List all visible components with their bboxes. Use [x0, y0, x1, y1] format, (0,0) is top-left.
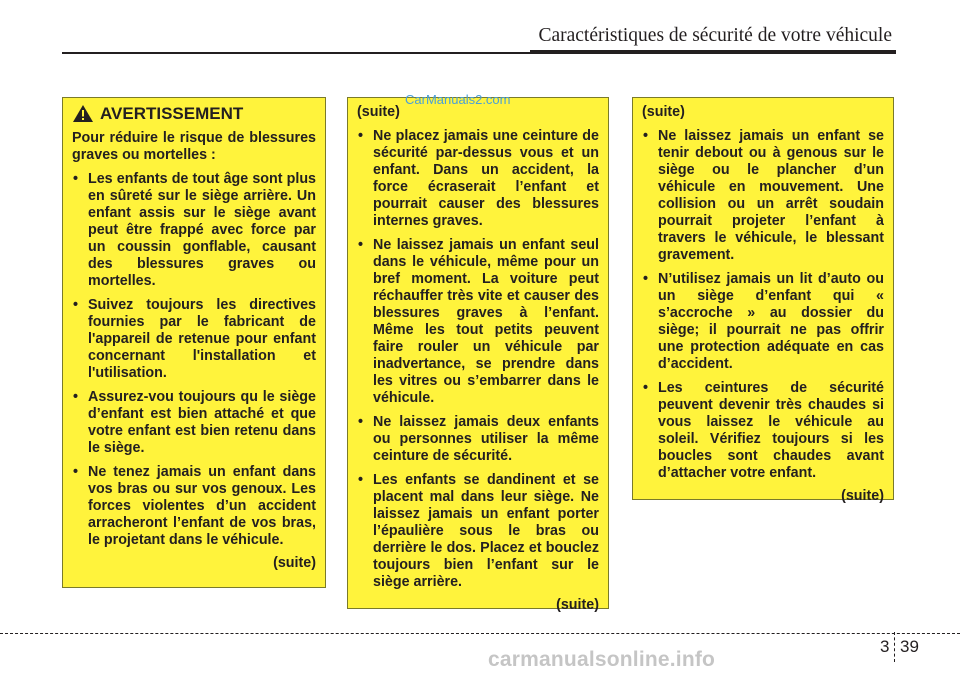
- warning-list-1: [72, 171, 316, 549]
- list-item: • Suivez toujours les directives fournies par le fabricant de l'appareil de retenue pour enfant concernant l'installation et l'utilisation.: [72, 297, 316, 382]
- page-number-separator: [894, 632, 895, 662]
- suite-label: (suite): [841, 488, 884, 504]
- page-header-title: Caractéristiques de sécurité de votre véhicule: [538, 25, 892, 46]
- warning-triangle-icon: [72, 104, 94, 123]
- footer-rule: [0, 633, 960, 634]
- list-item: • Ne tenez jamais un enfant dans vos bras ou sur vos genoux. Les forces violentes d’un accident arracheront l’enfant de vos bras, le projetant dans le véhicule.: [72, 464, 316, 549]
- warning-box-3: [632, 97, 894, 504]
- suite-label: (suite): [357, 104, 400, 120]
- list-item: • Les ceintures de sécurité peuvent devenir très chaudes si vous laissez le véhicule au soleil. Vérifiez toujours si les boucles sont chaudes avant d’attacher votre enfant.: [642, 380, 884, 482]
- warning-list-2: [357, 128, 599, 591]
- suite-label: (suite): [556, 597, 599, 613]
- warning-heading: [72, 104, 316, 123]
- list-item: • N’utilisez jamais un lit d’auto ou un siège d’enfant qui « s’accroche » au dossier du siège; il pourrait ne pas offrir une protection adéquate en cas d’accident.: [642, 271, 884, 373]
- watermark-top: CarManuals2.com: [405, 92, 511, 107]
- list-item: • Ne laissez jamais deux enfants ou personnes utiliser la même ceinture de sécurité.: [357, 414, 599, 465]
- suite-label: (suite): [273, 555, 316, 571]
- list-item: • Ne placez jamais une ceinture de sécurité par-dessus vous et un enfant. Dans un accident, la force écraserait l’enfant et pourrait causer des blessures internes graves.: [357, 128, 599, 230]
- warning-heading-text: AVERTISSEMENT: [100, 104, 244, 123]
- warning-box-1: [62, 97, 326, 588]
- header-rule-accent: [530, 50, 896, 54]
- warning-intro: Pour réduire le risque de blessures graves ou mortelles :: [72, 130, 316, 163]
- list-item: • Ne laissez jamais un enfant se tenir debout ou à genous sur le siège ou le plancher d’un véhicule en mouvement. Une collision ou un arrêt soudain pourrait projeter l’enfant à travers le véhicule, le blessant gravement.: [642, 128, 884, 264]
- chapter-number: 3: [880, 637, 890, 656]
- warning-list-3: [642, 128, 884, 482]
- list-item: • Ne laissez jamais un enfant seul dans le véhicule, même pour un bref moment. La voiture peut réchauffer très vite et causer des blessures graves à l’enfant. Même les tout petits peuvent faire rouler un véhicule par inadvertance, se prendre dans les vitres ou s’embarrer dans le véhicule.: [357, 237, 599, 407]
- watermark-bottom: carmanualsonline.info: [488, 648, 716, 671]
- warning-box-2: [347, 97, 609, 613]
- page-number: 39: [900, 637, 919, 656]
- list-item: • Les enfants se dandinent et se placent mal dans leur siège. Ne laissez jamais un enfant porter l’épaulière sous le bras ou derrière le dos. Placez et bouclez toujours bien l’enfant sur le siège arrière.: [357, 472, 599, 591]
- list-item: • Assurez-vou toujours qu le siège d’enfant est bien attaché et que votre enfant est bien retenu dans le siège.: [72, 389, 316, 457]
- suite-label: (suite): [642, 104, 685, 120]
- list-item: • Les enfants de tout âge sont plus en sûreté sur le siège arrière. Un enfant assis sur le siège avant peut être frappé avec force par un coussin gonflable, causant des blessures graves ou mortelles.: [72, 171, 316, 290]
